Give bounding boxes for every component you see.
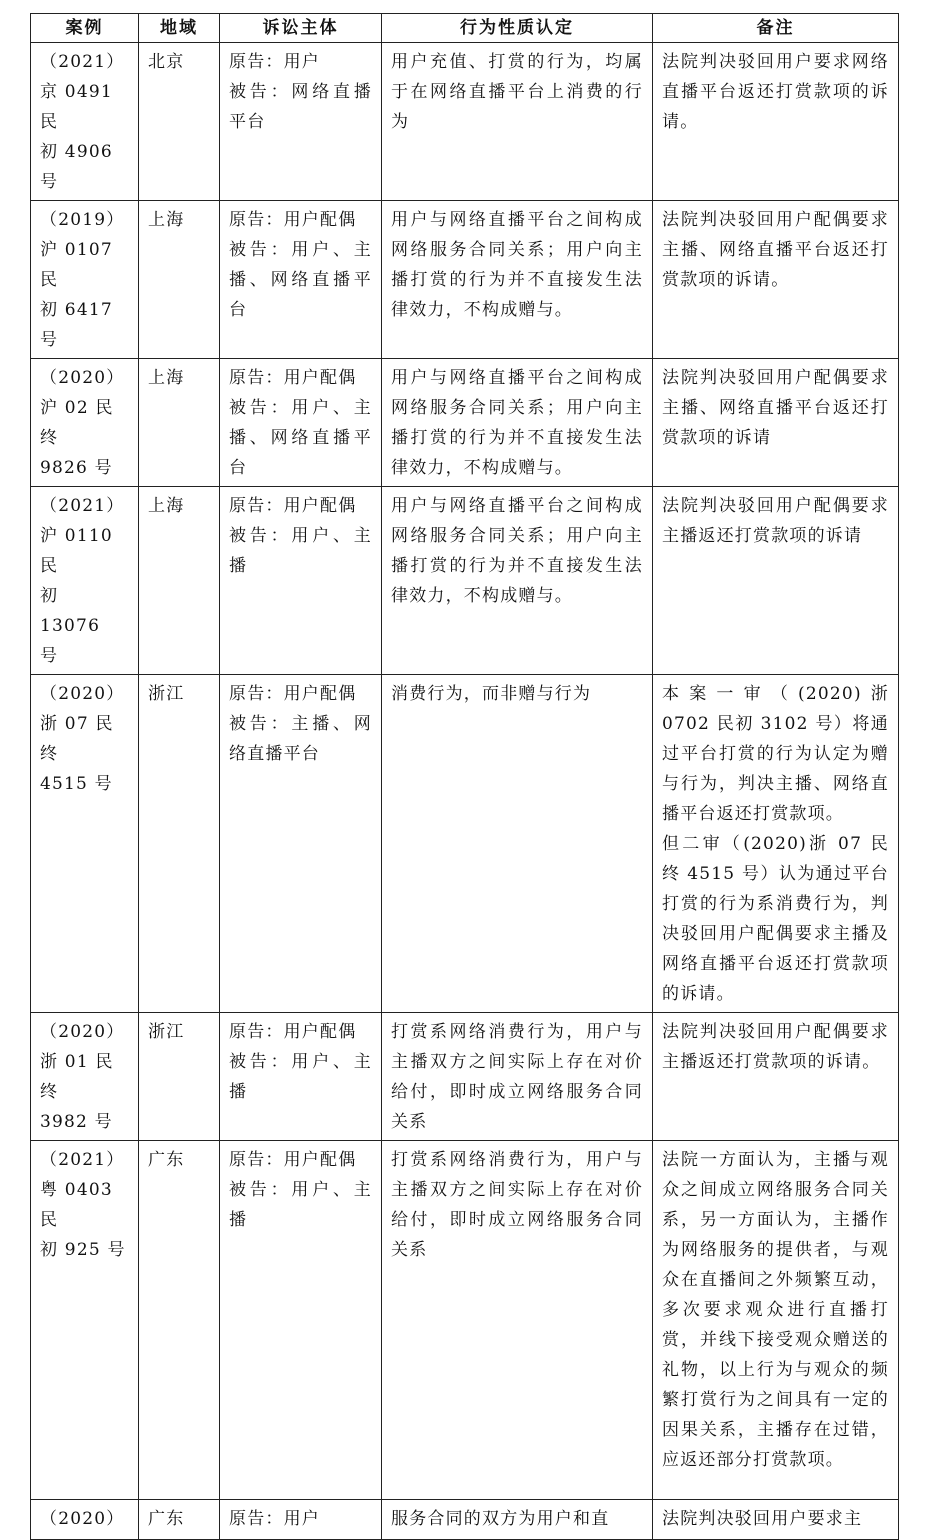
table-row: [31, 1141, 899, 1500]
case-line: 沪 02 民终: [40, 398, 114, 448]
plaintiff: 原告：用户配偶: [229, 210, 357, 230]
region-cell: 浙江: [139, 675, 220, 1013]
case-line: 9826 号: [40, 458, 113, 478]
case-number-cell: [31, 675, 139, 1013]
case-number-cell: [31, 1013, 139, 1141]
note-paragraph: 法院判决驳回用户配偶要求主播、网络直播平台返还打赏款项的诉请。: [662, 210, 889, 290]
header-nature: 行为性质认定: [382, 14, 653, 43]
parties-cell: [220, 359, 382, 487]
notes-cell: [653, 675, 899, 1013]
notes-cell: [653, 1500, 899, 1540]
nature-cell: 消费行为，而非赠与行为: [382, 675, 653, 1013]
case-line: 号: [40, 646, 59, 666]
parties-cell: [220, 1500, 382, 1540]
case-line: 粤 0403 民: [40, 1180, 120, 1230]
note-paragraph: 法院判决驳回用户要求网络直播平台返还打赏款项的诉请。: [662, 52, 889, 132]
case-line: 3982 号: [40, 1112, 113, 1132]
note-paragraph: 法院判决驳回用户配偶要求主播返还打赏款项的诉请: [662, 496, 889, 546]
header-case: 案例: [31, 14, 139, 43]
case-line: （2021）: [40, 496, 125, 516]
nature-cell: 用户与网络直播平台之间构成网络服务合同关系；用户向主播打赏的行为并不直接发生法律效力，不构成赠与。: [382, 487, 653, 675]
note-paragraph: 但二审（(2020)浙 07 民终 4515 号）认为通过平台打赏的行为系消费行为，判决驳回用户配偶要求主播及网络直播平台返还打赏款项的诉请。: [662, 834, 889, 1004]
case-line: 浙 07 民终: [40, 714, 114, 764]
defendant: 被告：主播、网络直播平台: [229, 714, 372, 764]
header-notes: 备注: [653, 14, 899, 43]
header-parties: 诉讼主体: [220, 14, 382, 43]
document-page: [30, 13, 898, 1540]
region-cell: 浙江: [139, 1013, 220, 1141]
case-line: 浙 01 民终: [40, 1052, 114, 1102]
nature-cell: 用户与网络直播平台之间构成网络服务合同关系；用户向主播打赏的行为并不直接发生法律效力，不构成赠与。: [382, 201, 653, 359]
defendant: 被告：用户、主播: [229, 1180, 372, 1230]
notes-cell: [653, 359, 899, 487]
note-paragraph: 法院判决驳回用户要求主: [662, 1509, 863, 1529]
region-cell: 广东: [139, 1500, 220, 1540]
case-number-cell: [31, 1141, 139, 1500]
case-line: （2019）: [40, 210, 125, 230]
case-line: 4515 号: [40, 774, 113, 794]
case-line: 沪 0110 民: [40, 526, 120, 576]
parties-cell: [220, 1013, 382, 1141]
nature-cell: 用户与网络直播平台之间构成网络服务合同关系；用户向主播打赏的行为并不直接发生法律效力，不构成赠与。: [382, 359, 653, 487]
table-row: [31, 359, 899, 487]
case-line: （2021）: [40, 52, 125, 72]
region-cell: 上海: [139, 487, 220, 675]
notes-cell: [653, 487, 899, 675]
region-cell: 北京: [139, 43, 220, 201]
notes-cell: [653, 43, 899, 201]
table-row: [31, 487, 899, 675]
region-cell: 上海: [139, 201, 220, 359]
case-line: 京 0491 民: [40, 82, 120, 132]
parties-cell: [220, 43, 382, 201]
notes-cell: [653, 1013, 899, 1141]
parties-cell: [220, 487, 382, 675]
nature-cell: 打赏系网络消费行为，用户与主播双方之间实际上存在对价给付，即时成立网络服务合同关系: [382, 1141, 653, 1500]
case-line: （2020）: [40, 368, 125, 388]
region-cell: 上海: [139, 359, 220, 487]
plaintiff: 原告：用户配偶: [229, 496, 357, 516]
note-paragraph: 法院判决驳回用户配偶要求主播、网络直播平台返还打赏款项的诉请: [662, 368, 889, 448]
plaintiff: 原告：用户配偶: [229, 368, 357, 388]
plaintiff: 原告：用户: [229, 1509, 320, 1529]
nature-cell: 用户充值、打赏的行为，均属于在网络直播平台上消费的行为: [382, 43, 653, 201]
table-row: [31, 201, 899, 359]
case-line: 沪 0107 民: [40, 240, 120, 290]
case-line: （2020）: [40, 1022, 125, 1042]
defendant: 被告：用户、主播、网络直播平台: [229, 240, 372, 320]
defendant: 被告：网络直播平台: [229, 82, 372, 132]
case-line: （2020）: [40, 684, 125, 704]
case-line: （2021）: [40, 1150, 125, 1170]
case-table: [30, 13, 899, 1540]
nature-cell: 服务合同的双方为用户和直: [382, 1500, 653, 1540]
defendant: 被告：用户、主播、网络直播平台: [229, 398, 372, 478]
table-row: [31, 675, 899, 1013]
note-paragraph: 本案一审（(2020)浙 0702 民初 3102 号）将通过平台打赏的行为认定为赠与行为，判决主播、网络直播平台返还打赏款项。: [662, 684, 889, 824]
region-cell: 广东: [139, 1141, 220, 1500]
table-row: [31, 1013, 899, 1141]
nature-cell: 打赏系网络消费行为，用户与主播双方之间实际上存在对价给付，即时成立网络服务合同关系: [382, 1013, 653, 1141]
plaintiff: 原告：用户配偶: [229, 684, 357, 704]
table-row: [31, 43, 899, 201]
parties-cell: [220, 675, 382, 1013]
plaintiff: 原告：用户: [229, 52, 320, 72]
case-number-cell: [31, 359, 139, 487]
case-line: 初 4906 号: [40, 142, 120, 192]
table-row: [31, 1500, 899, 1540]
notes-cell: [653, 201, 899, 359]
defendant: 被告：用户、主播: [229, 1052, 372, 1102]
header-region: 地域: [139, 14, 220, 43]
case-line: 初 13076: [40, 586, 101, 636]
case-line: 初 6417 号: [40, 300, 120, 350]
parties-cell: [220, 1141, 382, 1500]
case-number-cell: [31, 1500, 139, 1540]
plaintiff: 原告：用户配偶: [229, 1022, 357, 1042]
parties-cell: [220, 201, 382, 359]
case-number-cell: [31, 201, 139, 359]
case-number-cell: [31, 487, 139, 675]
notes-cell: [653, 1141, 899, 1500]
note-paragraph: 法院一方面认为，主播与观众之间成立网络服务合同关系，另一方面认为，主播作为网络服务的提供者，与观众在直播间之外频繁互动，多次要求观众进行直播打赏，并线下接受观众赠送的礼物，以上行为与观众的频繁打赏行为之间具有一定的因果关系，主播存在过错，应返还部分打赏款项。: [662, 1150, 889, 1470]
note-paragraph: 法院判决驳回用户配偶要求主播返还打赏款项的诉请。: [662, 1022, 889, 1072]
table-header-row: [31, 14, 899, 43]
case-line: 初 925 号: [40, 1240, 126, 1260]
case-number-cell: [31, 43, 139, 201]
case-line: （2020）: [40, 1509, 125, 1529]
defendant: 被告：用户、主播: [229, 526, 372, 576]
plaintiff: 原告：用户配偶: [229, 1150, 357, 1170]
